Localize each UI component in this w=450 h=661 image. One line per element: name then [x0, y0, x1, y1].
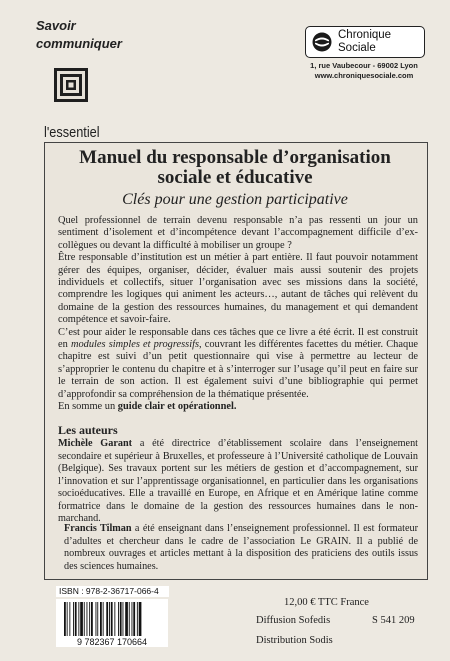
- publisher-name-line2: Sociale: [338, 41, 376, 54]
- barcode-bar: [67, 602, 68, 636]
- barcode-bar: [120, 602, 122, 636]
- author-name: Michèle Garant: [58, 438, 133, 449]
- paragraph-text: C’est pour aider le responsable dans ces tâches que ce livre a été écrit. Il est construit en: [58, 326, 418, 351]
- distribution-label: Distribution Sodis: [256, 635, 333, 646]
- barcode-bar: [75, 602, 77, 636]
- paragraph-text: , couvrant les différentes facettes du métier. Chaque chapitre est suivi d’un petit questionnaire qui vise à permettre au lecteur de s’approprier le contenu du chapitre et à s’interroger sur l’usage qu’il peut en faire sur le terrain de son action. Il est également suivi d’une bibliographie qui permet d’approfondir sa compréhension de la thématique présentée.: [58, 339, 418, 400]
- diffusion-label: Diffusion Sofedis: [256, 615, 331, 626]
- author-bio-text: a été enseignant dans l’enseignement professionnel. Il est formateur d’adultes et chercheur dans le cadre de l’association Le GRAIN. Il a publié de nombreux ouvrages et articles mettant à la disposition des praticiens des outils issus des sciences humaines.: [64, 523, 418, 572]
- description-paragraph: Être responsable d’institution est un métier à part entière. Il faut pouvoir notamment gérer des équipes, organiser, décider, évaluer mais aussi soutenir des projets individuels et collectifs, situer l’organisation avec ses missions dans la société, comprendre les logiques qui animent les acteurs…, autant de tâches qui relèvent du domaine de la gestion des ressources humaines, du management et qui demandent compétence et savoir-faire.: [58, 252, 418, 326]
- price: 12,00 € TTC France: [284, 597, 369, 608]
- barcode-bar: [78, 602, 79, 636]
- collection-series: l'essentiel: [44, 124, 100, 141]
- barcode-bar: [84, 602, 85, 636]
- author-bio-tilman: [64, 523, 418, 573]
- reference-code: S 541 209: [372, 615, 415, 626]
- author-bio-text: a été directrice d’établissement scolaire dans l’enseignement secondaire et supérieur à Bruxelles, et professeure à l’Université catholique de Louvain (Belgique). Ses travaux portent sur les métiers de gestion et d’accompagnement, sur l’innovation et sur l’apprentissage organisationnel, en particulier dans les organisations socioéducatives. Elle a travaillé en Europe, en Afrique et en Amérique latine comme formatrice dans le domaine de la gestion des ressources humaines dans le non-marchand.: [58, 438, 419, 524]
- barcode-bar: [91, 602, 93, 636]
- author-name: Francis Tilman: [64, 523, 132, 534]
- barcode-bar: [129, 602, 130, 636]
- publisher-name: [338, 29, 391, 54]
- author-bio-garant: [58, 438, 418, 526]
- barcode-bar: [123, 602, 124, 636]
- barcode-bar: [118, 602, 119, 636]
- collection-line2: communiquer: [36, 36, 122, 51]
- barcode-bar: [133, 602, 135, 636]
- barcode-bar: [87, 602, 88, 636]
- barcode-bar: [137, 602, 138, 636]
- barcode-bar: [109, 602, 110, 636]
- book-subtitle: Clés pour une gestion participative: [122, 191, 348, 208]
- barcode-bar: [103, 602, 104, 636]
- barcode-bar: [125, 602, 128, 636]
- description-paragraph: [58, 327, 418, 401]
- description-paragraph: [58, 401, 418, 413]
- book-title-line2: sociale et éducative: [157, 167, 313, 188]
- paragraph-bold: guide clair et opérationnel.: [117, 401, 237, 413]
- collection-line1: Savoir: [36, 18, 76, 33]
- publisher-name-line1: Chronique: [338, 29, 392, 41]
- book-title-line1: Manuel du responsable d’organisation: [79, 147, 391, 168]
- barcode-bar: [106, 602, 108, 636]
- barcode-bar: [80, 602, 83, 636]
- publisher-logo: [305, 26, 425, 58]
- book-title: [44, 148, 426, 188]
- publisher-website: www.chroniquesociale.com: [314, 71, 414, 80]
- barcode-bar: [111, 602, 113, 636]
- barcode-bar: [100, 602, 102, 636]
- publisher-address: [298, 61, 430, 81]
- book-description: [58, 215, 418, 414]
- publisher-address-line: 1, rue Vaubecour - 69002 Lyon: [310, 61, 418, 70]
- barcode-bar: [114, 602, 115, 636]
- barcode-bar: [132, 602, 133, 636]
- barcode-bar: [96, 602, 97, 636]
- barcode-bar: [69, 602, 70, 636]
- barcode-digits: 9 782367 170664: [76, 637, 148, 647]
- barcode-icon: [56, 599, 168, 647]
- collection-logo-icon: [54, 68, 88, 102]
- isbn-label: ISBN : 978-2-36717-066-4: [56, 586, 169, 597]
- barcode-bar: [89, 602, 90, 636]
- publisher-emblem-icon: [312, 32, 332, 52]
- description-paragraph: Quel professionnel de terrain devenu responsable n’a pas ressenti un jour un sentiment d’isolement et d’incompétence devant l’accompagnement difficile d’ex-collègues ou devant la difficulté à mobiliser un groupe ?: [58, 215, 418, 251]
- paragraph-emphasis: modules simples et progressifs: [70, 339, 200, 351]
- barcode-bar: [139, 602, 142, 636]
- paragraph-text: En somme un: [58, 401, 118, 413]
- barcode-bar: [64, 602, 66, 636]
- barcode-bar: [97, 602, 98, 636]
- barcode-bar: [73, 602, 74, 636]
- collection-block: [36, 18, 126, 141]
- authors-heading: Les auteurs: [58, 423, 118, 437]
